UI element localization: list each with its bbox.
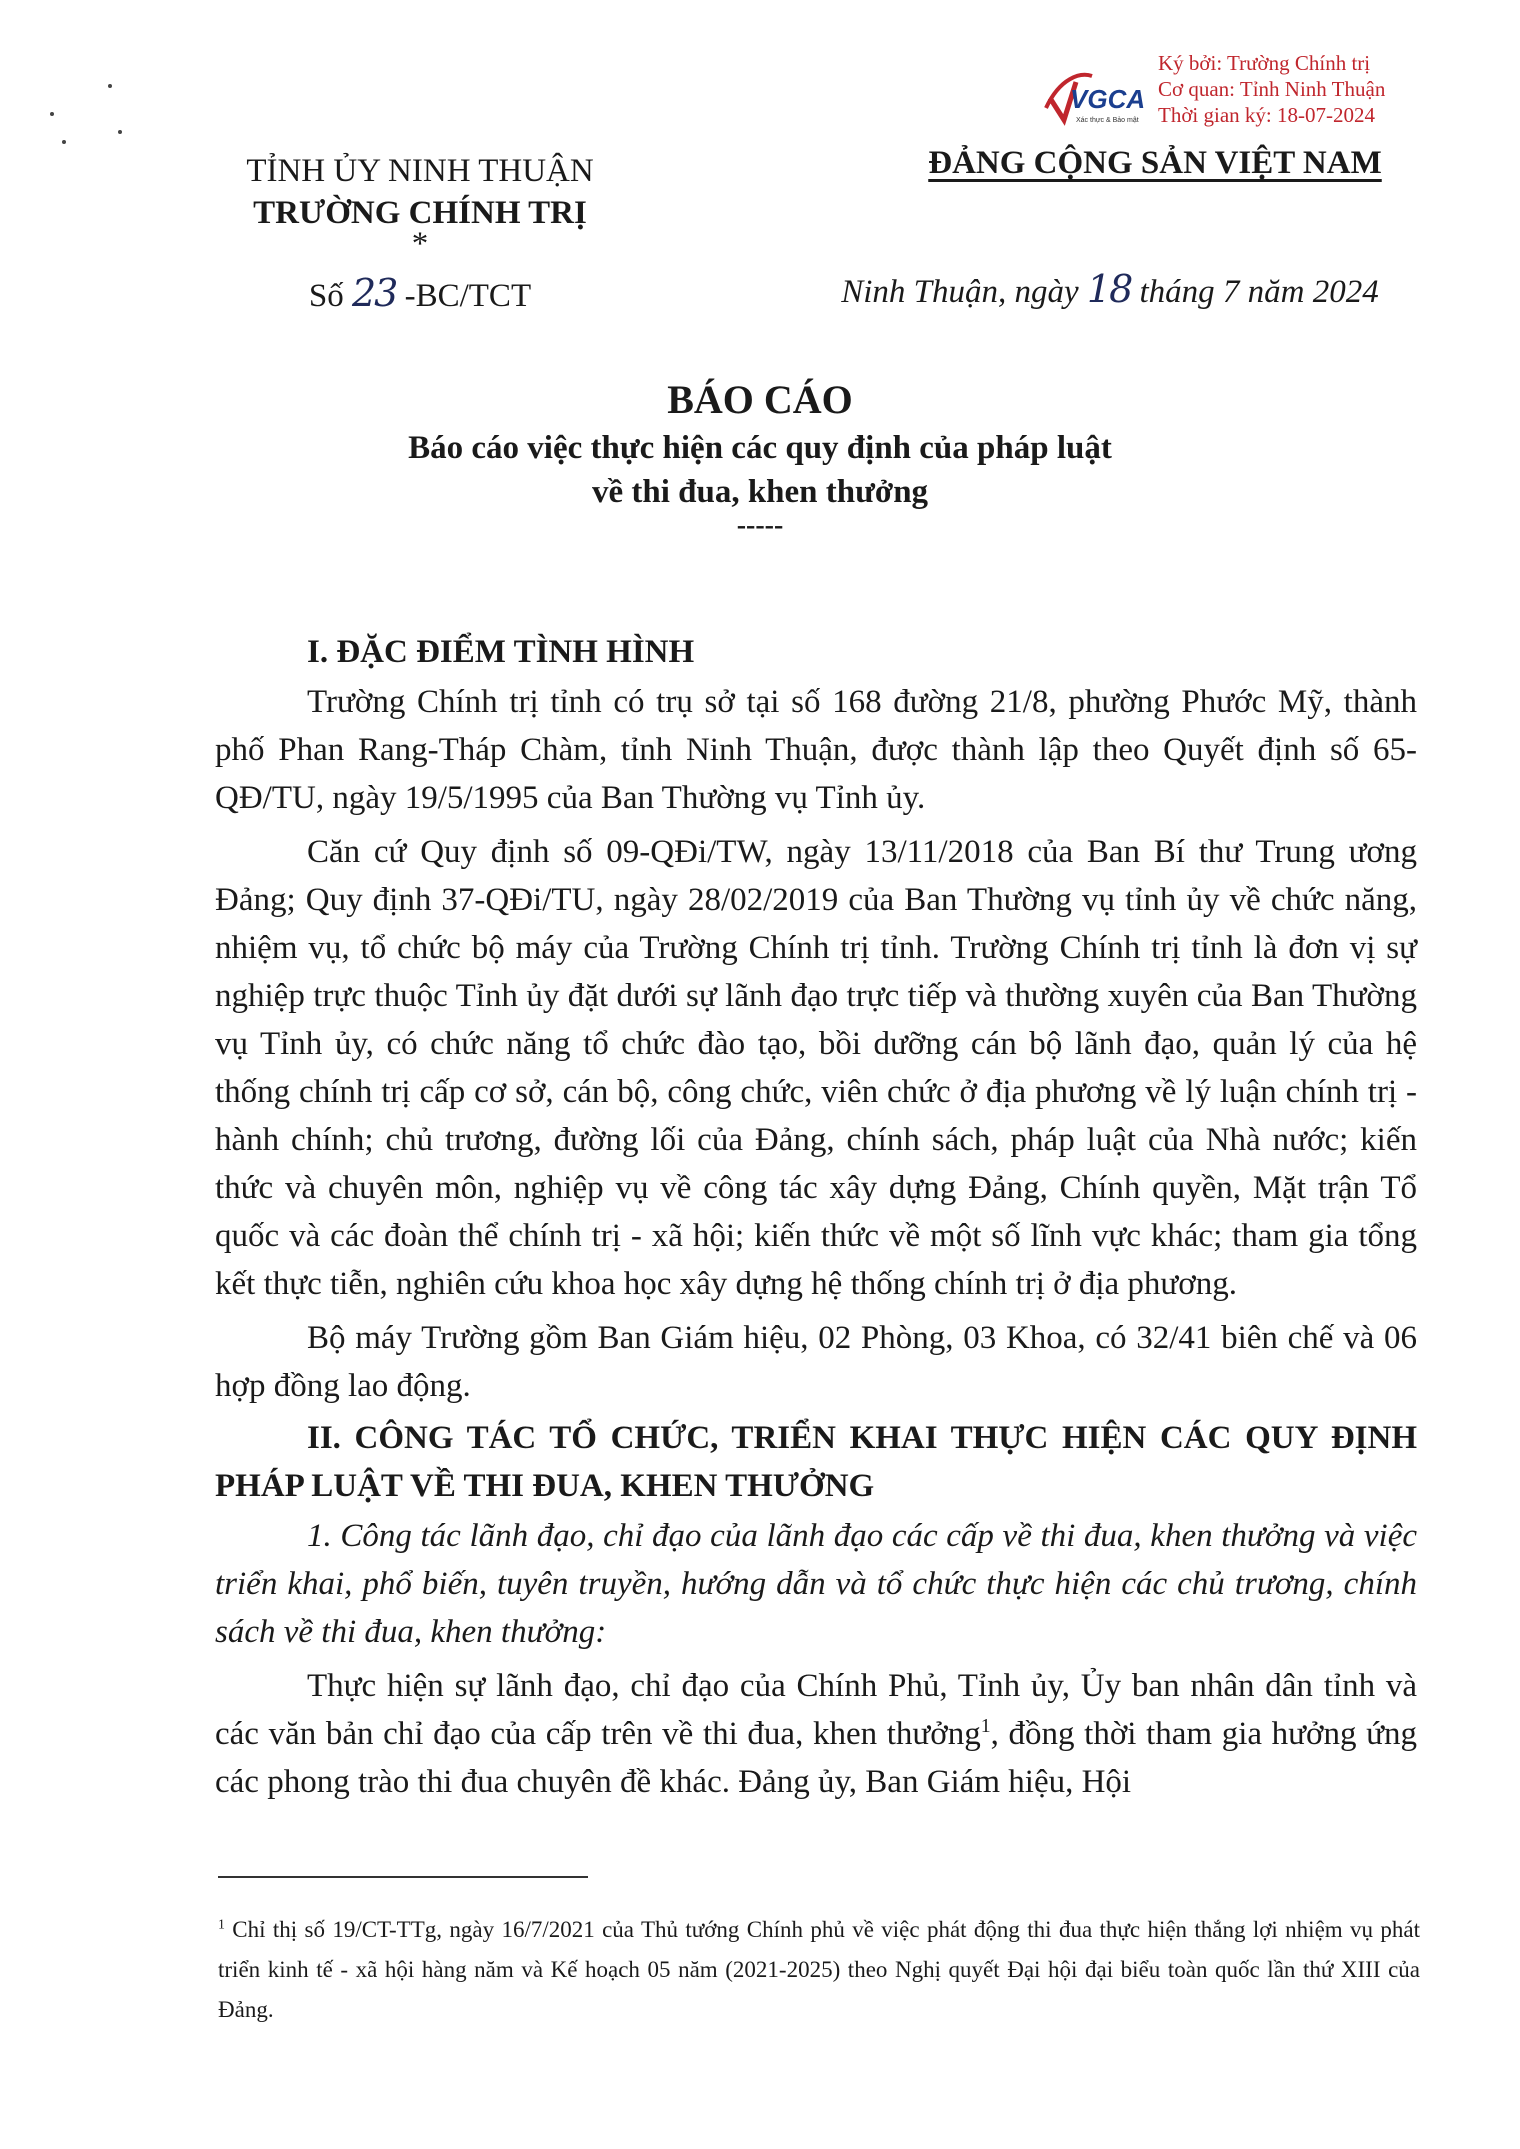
paragraph-3: Bộ máy Trường gồm Ban Giám hiệu, 02 Phòng, 03 Khoa, có 32/41 biên chế và 06 hợp đồng lao động. (215, 1320, 1417, 1404)
footnote-text: Chỉ thị số 19/CT-TTg, ngày 16/7/2021 của Thủ tướng Chính phủ về việc phát động thi đua thực hiện thắng lợi nhiệm vụ phát triển kinh tế - xã hội hàng năm và Kế hoạch 05 năm (2021-2025) theo Nghị quyết Đại hội đại biểu toàn quốc lần thứ XIII của Đảng. (218, 1917, 1420, 2022)
logo-text: VGCA (1070, 84, 1146, 114)
vgca-logo-icon (1040, 68, 1152, 130)
scan-speck (108, 84, 112, 88)
footnote-ref[interactable]: 1 (980, 1715, 991, 1737)
report-subtitle-line2: về thi đua, khen thưởng (591, 474, 929, 510)
subsection-1-heading: 1. Công tác lãnh đạo, chỉ đạo của lãnh đạo các cấp về thi đua, khen thưởng và việc triển khai, phổ biến, tuyên truyền, hướng dẫn và tổ chức thực hiện các chủ trương, chính sách về thi đua, khen thưởng: (215, 1518, 1417, 1650)
org-header (200, 150, 640, 262)
party-name: ĐẢNG CỘNG SẢN VIỆT NAM (928, 145, 1382, 181)
paragraph-1: Trường Chính trị tỉnh có trụ sở tại số 168 đường 21/8, phường Phước Mỹ, thành phố Phan Rang-Tháp Chàm, tỉnh Ninh Thuận, được thành lập theo Quyết định số 65-QĐ/TU, ngày 19/5/1995 của Ban Thường vụ Tỉnh ủy. (215, 684, 1417, 816)
doc-no-prefix: Số (308, 278, 344, 314)
digital-signature (1040, 50, 1510, 142)
report-title: BÁO CÁO (667, 377, 853, 422)
org-parent: TỈNH ỦY NINH THUẬN (246, 153, 594, 189)
date-prefix: Ninh Thuận, ngày (841, 274, 1079, 310)
place-date (790, 268, 1430, 313)
signing-time: Thời gian ký: 18-07-2024 (1158, 103, 1375, 127)
header-star: * (411, 226, 429, 262)
report-subtitle-line1: Báo cáo việc thực hiện các quy định của pháp luật (408, 430, 1112, 466)
date-day-handwritten: 18 (1086, 267, 1132, 311)
footnote-divider (218, 1876, 588, 1878)
paragraph-2: Căn cứ Quy định số 09-QĐi/TW, ngày 13/11/2018 của Ban Bí thư Trung ương Đảng; Quy định 37-QĐi/TU, ngày 28/02/2019 của Ban Thường vụ tỉnh ủy về chức năng, nhiệm vụ, tổ chức bộ máy của Trường Chính trị tỉnh. Trường Chính trị tỉnh là đơn vị sự nghiệp trực thuộc Tỉnh ủy đặt dưới sự lãnh đạo trực tiếp và thường xuyên của Ban Thường vụ Tỉnh ủy, có chức năng tổ chức đào tạo, bồi dưỡng cán bộ lãnh đạo, quản lý của hệ thống chính trị cấp cơ sở, cán bộ, công chức, viên chức ở địa phương về lý luận chính trị - hành chính; chủ trương, đường lối của Đảng, chính sách, pháp luật của Nhà nước; kiến thức và chuyên môn, nghiệp vụ về công tác xây dựng Đảng, Chính quyền, Mặt trận Tổ quốc và các đoàn thể chính trị - xã hội; kiến thức về một số lĩnh vực khác; tham gia tổng kết thực tiễn, nghiên cứu khoa học xây dựng hệ thống chính trị ở địa phương. (215, 834, 1417, 1302)
signed-by: Ký bởi: Trường Chính trị (1158, 51, 1371, 75)
scan-speck (62, 140, 66, 144)
scan-speck (50, 112, 54, 116)
doc-no-handwritten: 23 (351, 271, 397, 315)
logo-subtext: Xác thực & Bảo mật (1076, 117, 1139, 124)
section-2-heading: II. CÔNG TÁC TỔ CHỨC, TRIỂN KHAI THỰC HIỆN CÁC QUY ĐỊNH PHÁP LUẬT VỀ THI ĐUA, KHEN THƯỞNG (215, 1420, 1417, 1504)
document-number (200, 272, 640, 317)
org-name: TRƯỜNG CHÍNH TRỊ (253, 195, 587, 231)
paragraph-4-part2: , đồng thời tham gia hưởng ứng các phong trào thi đua chuyên đề khác. Đảng ủy, Ban Giám hiệu, Hội (215, 1716, 1418, 1800)
document-body (215, 628, 1417, 1806)
section-1-heading: I. ĐẶC ĐIỂM TÌNH HÌNH (307, 634, 695, 670)
paragraph-4-part1: Thực hiện sự lãnh đạo, chỉ đạo của Chính Phủ, Tỉnh ủy, Ủy ban nhân dân tỉnh và các văn bản chỉ đạo của cấp trên về thi đua, khen thưởng (215, 1668, 1417, 1752)
signing-agency: Cơ quan: Tỉnh Ninh Thuận (1158, 77, 1386, 101)
doc-no-suffix: -BC/TCT (404, 278, 532, 314)
scan-speck (118, 130, 122, 134)
date-suffix: tháng 7 năm 2024 (1139, 274, 1379, 310)
footnote-marker: 1 (218, 1916, 225, 1932)
title-separator: ----- (736, 510, 784, 541)
paragraph-4 (215, 1662, 1417, 1806)
footnote (218, 1910, 1420, 2030)
